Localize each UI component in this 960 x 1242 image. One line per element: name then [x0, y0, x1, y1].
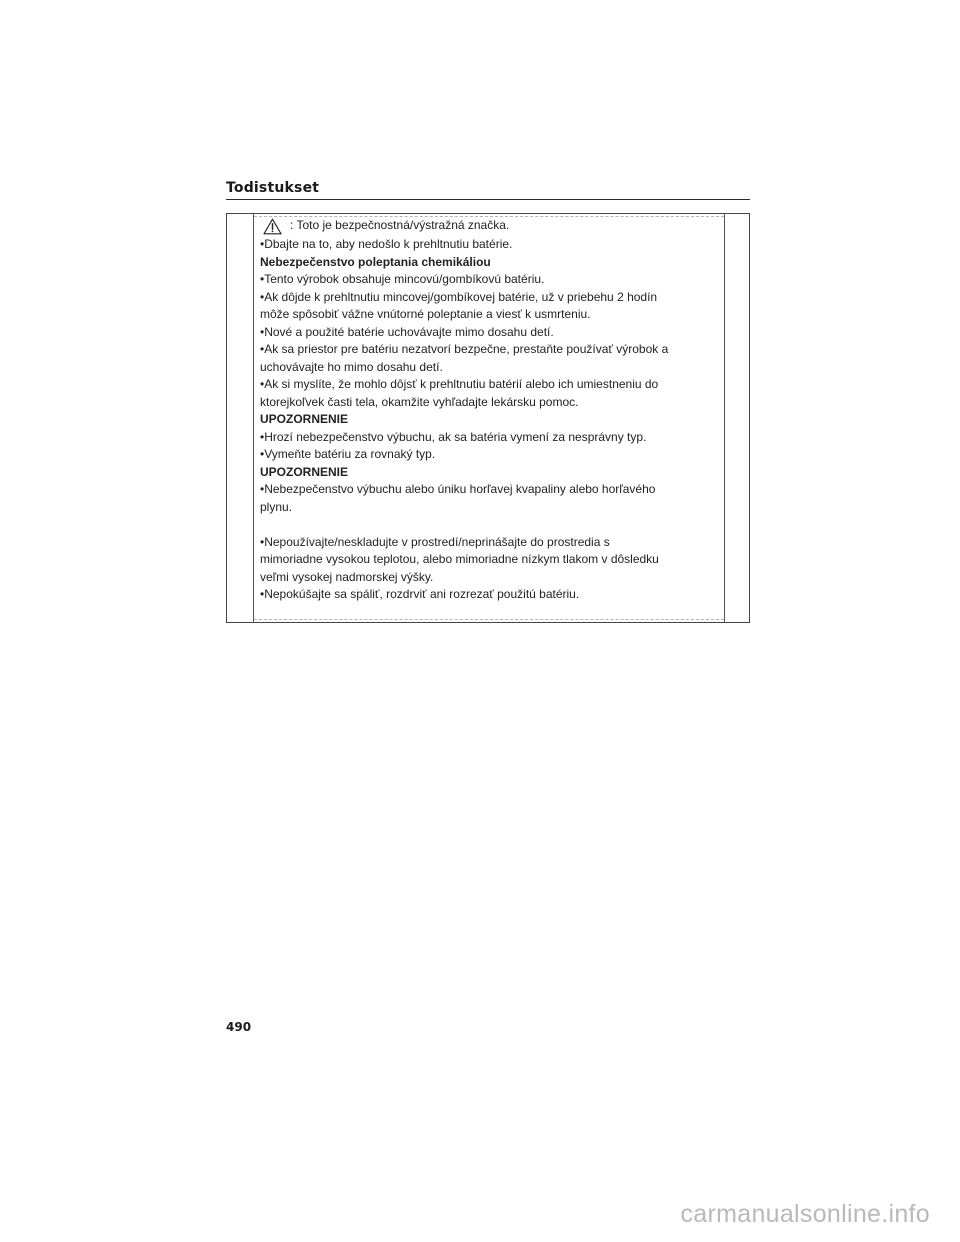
- text-line: •Nepokúšajte sa spáliť, rozdrviť ani rozrezať použitú batériu.: [260, 587, 580, 601]
- symbol-line: [260, 216, 722, 236]
- warning-triangle-icon: [263, 218, 282, 235]
- page-number: 490: [226, 1020, 252, 1034]
- section-title: Todistukset: [226, 180, 320, 196]
- warning-box: [226, 213, 750, 623]
- text-line: •Ak dôjde k prehltnutiu mincovej/gombíkovej batérie, už v priebehu 2 hodín: [260, 289, 658, 304]
- text-line: •Ak sa priestor pre batériu nezatvorí bezpečne, prestaňte používať výrobok a: [260, 342, 669, 356]
- title-rule: [226, 199, 750, 200]
- text-line: ktorejkoľvek časti tela, okamžite vyhľadajte lekársku pomoc.: [260, 394, 579, 409]
- blank-line: [260, 516, 722, 534]
- text-line: •Nepoužívajte/neskladujte v prostredí/neprinášajte do prostredia s: [260, 534, 610, 549]
- text-line: •Nové a použité batérie uchovávajte mimo dosahu detí.: [260, 324, 554, 339]
- text-line: •Hrozí nebezpečenstvo výbuchu, ak sa batéria vymení za nesprávny typ.: [260, 429, 647, 444]
- warning-text: [260, 216, 722, 604]
- box-inner-right-line: [724, 214, 725, 622]
- text-line: uchovávajte ho mimo dosahu detí.: [260, 359, 443, 374]
- text-line: •Ak si myslíte, že mohlo dôjsť k prehltnutiu batérií alebo ich umiestneniu do: [260, 377, 659, 391]
- text-line: mimoriadne vysokou teplotou, alebo mimoriadne nízkym tlakom v dôsledku: [260, 552, 659, 566]
- section-heading-line: Nebezpečenstvo poleptania chemikáliou: [260, 254, 491, 269]
- section-heading-line: UPOZORNENIE: [260, 412, 349, 426]
- text-line: veľmi vysokej nadmorskej výšky.: [260, 569, 434, 584]
- text-line: •Vymeňte batériu za rovnaký typ.: [260, 447, 436, 461]
- text-line: •Nebezpečenstvo výbuchu alebo úniku horľavej kvapaliny alebo horľavého: [260, 482, 656, 496]
- text-line: môže spôsobiť vážne vnútorné poleptanie a viesť k usmrteniu.: [260, 307, 591, 321]
- text-line: •Tento výrobok obsahuje mincovú/gombíkovú batériu.: [260, 272, 545, 286]
- watermark: carmanualsonline.info: [680, 1200, 930, 1228]
- box-inner-bottom-dash: [254, 619, 724, 620]
- text-line: •Dbajte na to, aby nedošlo k prehltnutiu batérie.: [260, 237, 513, 251]
- warning-lines: [260, 236, 722, 604]
- text-line: plynu.: [260, 499, 293, 514]
- symbol-description: : Toto je bezpečnostná/výstražná značka.: [290, 218, 510, 233]
- box-inner-left-line: [253, 214, 254, 622]
- section-heading-line: UPOZORNENIE: [260, 464, 349, 479]
